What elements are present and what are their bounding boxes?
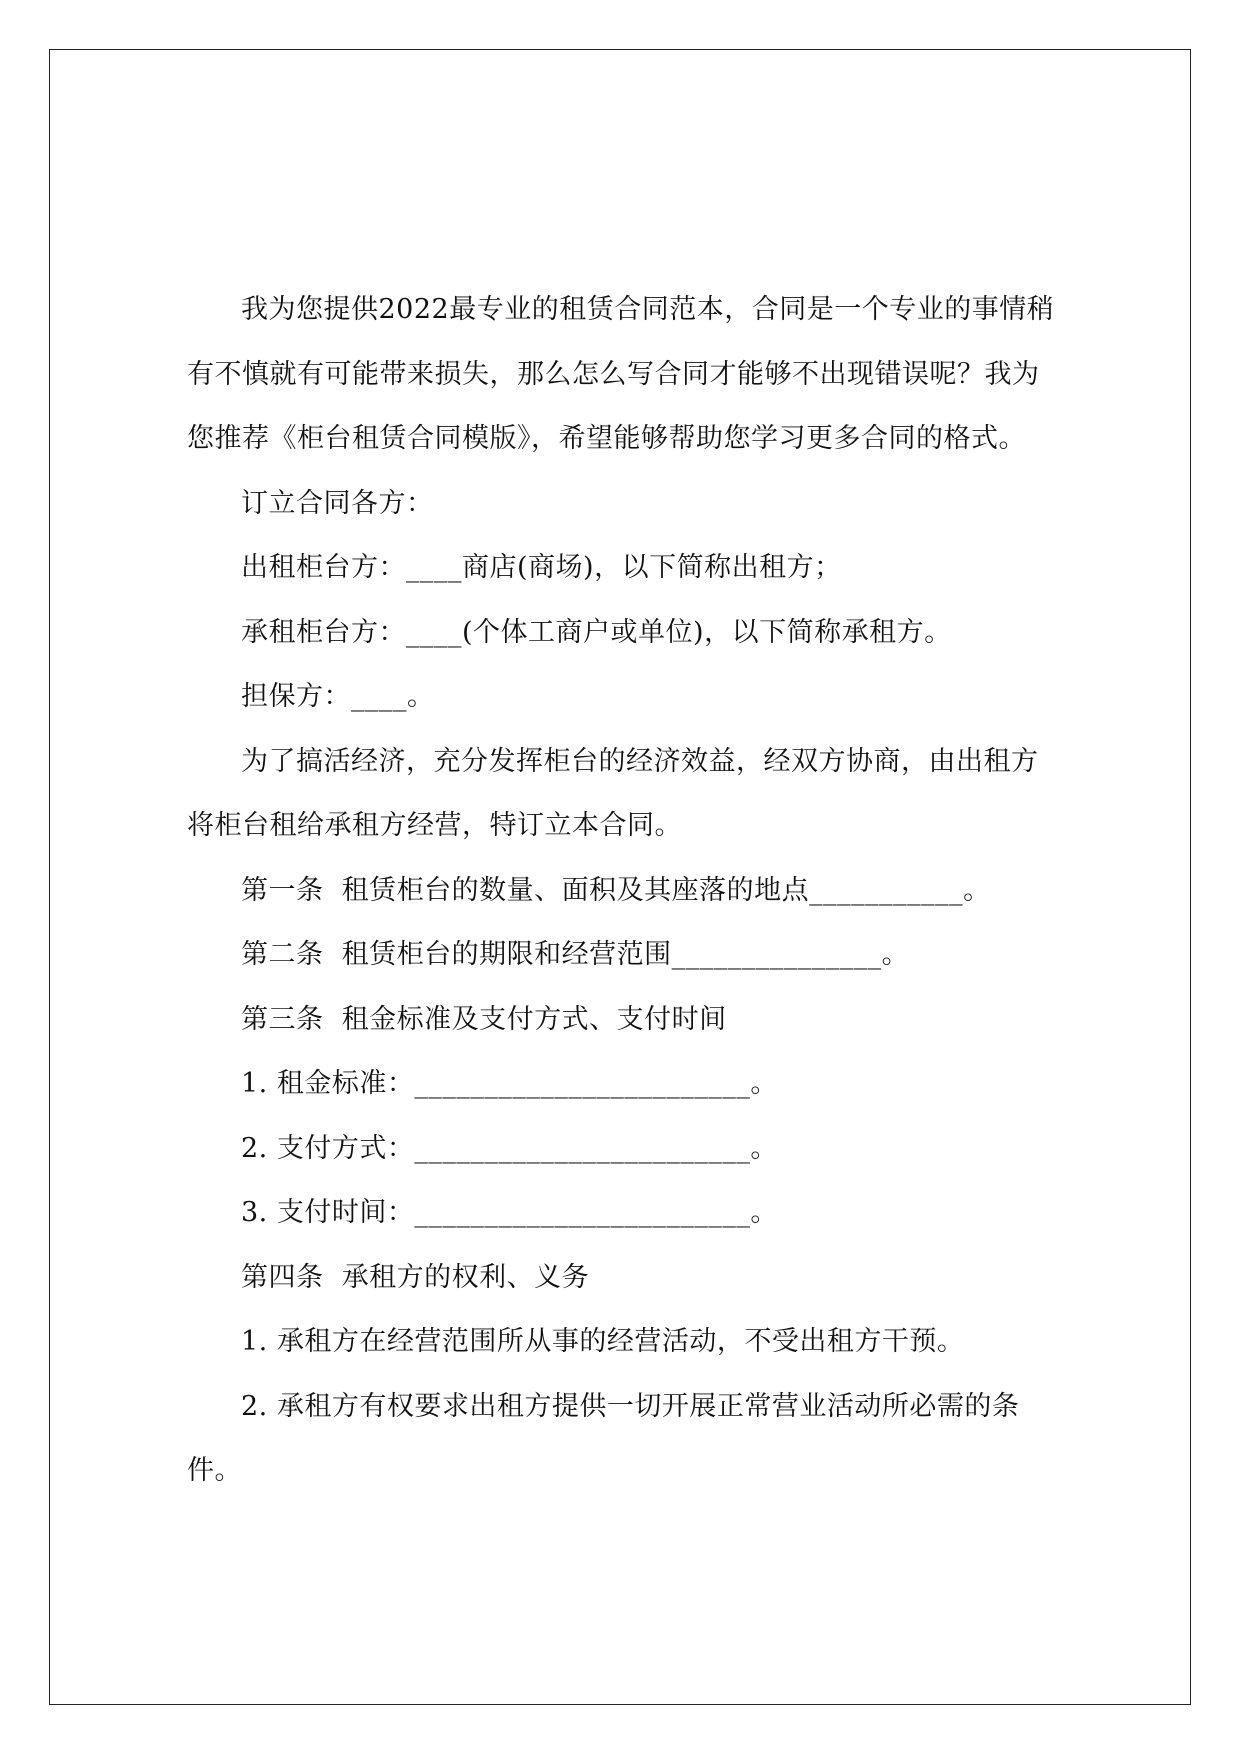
- article-3-item-2: 2. 支付方式：________________________。: [241, 1132, 778, 1164]
- article-4: 第四条 承租方的权利、义务: [241, 1261, 590, 1293]
- guarantor-line: 担保方：____。: [241, 681, 435, 712]
- article-1: 第一条 租赁柜台的数量、面积及其座落的地点___________。: [241, 874, 991, 906]
- parties-heading: 订立合同各方：: [241, 487, 434, 519]
- article-4-item-2: 2. 承租方有权要求出租方提供一切开展正常营业活动所必需的条件。: [187, 1390, 1020, 1486]
- lessor-line: 出租柜台方：____商店(商场)，以下简称出租方；: [241, 552, 842, 583]
- article-3: 第三条 租金标准及支付方式、支付时间: [241, 1003, 727, 1035]
- article-4-item-1: 1. 承租方在经营范围所从事的经营活动，不受出租方干预。: [241, 1326, 965, 1357]
- article-3-item-1: 1. 租金标准：________________________。: [241, 1068, 778, 1099]
- lessee-line: 承租柜台方：____(个体工商户或单位)，以下简称承租方。: [241, 616, 952, 648]
- article-2: 第二条 租赁柜台的期限和经营范围_______________。: [241, 939, 910, 970]
- purpose-paragraph: 为了搞活经济，充分发挥柜台的经济效益，经双方协商，由出租方将柜台租给承租方经营，特订立本合同。: [187, 745, 1039, 841]
- document-body: [187, 278, 1057, 1504]
- intro-paragraph: 我为您提供2022最专业的租赁合同范本，合同是一个专业的事情稍有不慎就有可能带来损失，那么怎么写合同才能够不出现错误呢？我为您推荐《柜台租赁合同模版》，希望能够帮助您学习更多合同的格式。: [187, 294, 1055, 454]
- article-3-item-3: 3. 支付时间：________________________。: [241, 1197, 778, 1228]
